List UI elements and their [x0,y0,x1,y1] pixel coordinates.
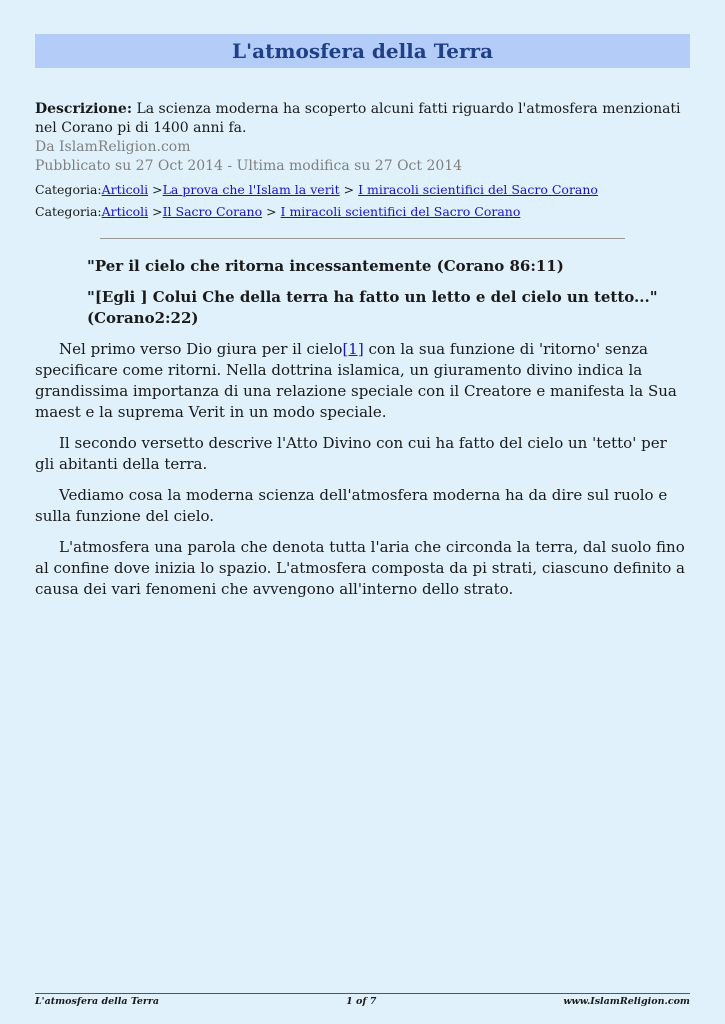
category-separator: > [148,182,163,197]
page-title: L'atmosfera della Terra [231,39,494,63]
footer-title: L'atmosfera della Terra [35,996,160,1007]
paragraph-1-start: Nel primo verso Dio giura per il cielo [59,340,343,358]
paragraph-3: Vediamo cosa la moderna scienza dell'atmosfera moderna ha da dire sul ruolo e sulla funzione del cielo. [35,486,668,525]
footer-page-number: 1 of 7 [346,996,377,1007]
page-footer [35,996,690,1007]
category-label: Categoria: [35,204,102,219]
paragraph-1-end: con la sua funzione di 'ritorno' senza specificare come ritorni. Nella dottrina islamica, un giuramento divino indica la grandissima importanza di una relazione speciale con il Creatore e manifesta la Sua maest e la suprema Verit in un modo speciale. [35,340,677,421]
category-separator: > [339,182,359,197]
footnote-link-1[interactable]: [1] [342,340,364,358]
description-text: La scienza moderna ha scoperto alcuni fatti riguardo l'atmosfera menzionati nel Corano pi di 1400 anni fa. [35,101,681,136]
category-line-1 [35,182,685,198]
category-separator: > [262,204,281,219]
published-line: Pubblicato su 27 Oct 2014 - Ultima modifica su 27 Oct 2014 [35,158,463,174]
source-line: Da IslamReligion.com [35,139,191,155]
paragraph-2: Il secondo versetto descrive l'Atto Divino con cui ha fatto del cielo un 'tetto' per gli abitanti della terra. [35,434,667,473]
footer-divider [35,993,690,994]
title-bar [35,34,690,68]
category-link-miracoli[interactable]: I miracoli scientifici del Sacro Corano [280,204,521,219]
category-link-miracoli[interactable]: I miracoli scientifici del Sacro Corano [358,182,598,197]
quote-verse-2: "[Egli ] Colui Che della terra ha fatto un letto e del cielo un tetto..." (Corano2:22) [87,288,658,327]
category-link-articoli[interactable]: Articoli [101,182,149,197]
category-link-sacro-corano[interactable]: Il Sacro Corano [162,204,263,219]
article-meta [35,100,685,220]
category-link-prova-islam[interactable]: La prova che l'Islam la verit [162,182,340,197]
category-line-2 [35,204,685,220]
divider [100,238,625,239]
category-label: Categoria: [35,182,102,197]
category-separator: > [148,204,163,219]
description-label: Descrizione: [35,101,133,117]
category-link-articoli[interactable]: Articoli [101,204,149,219]
paragraph-1 [35,339,690,423]
paragraph-4: L'atmosfera una parola che denota tutta l'aria che circonda la terra, dal suolo fino al confine dove inizia lo spazio. L'atmosfera composta da pi strati, ciascuno definito a causa dei vari fenomeni che avvengono all'interno dello strato. [35,538,685,598]
footer-site: www.IslamReligion.com [563,996,690,1007]
article-body [35,256,690,610]
quote-verse-1: "Per il cielo che ritorna incessantemente (Corano 86:11) [87,257,564,275]
description [35,100,685,138]
